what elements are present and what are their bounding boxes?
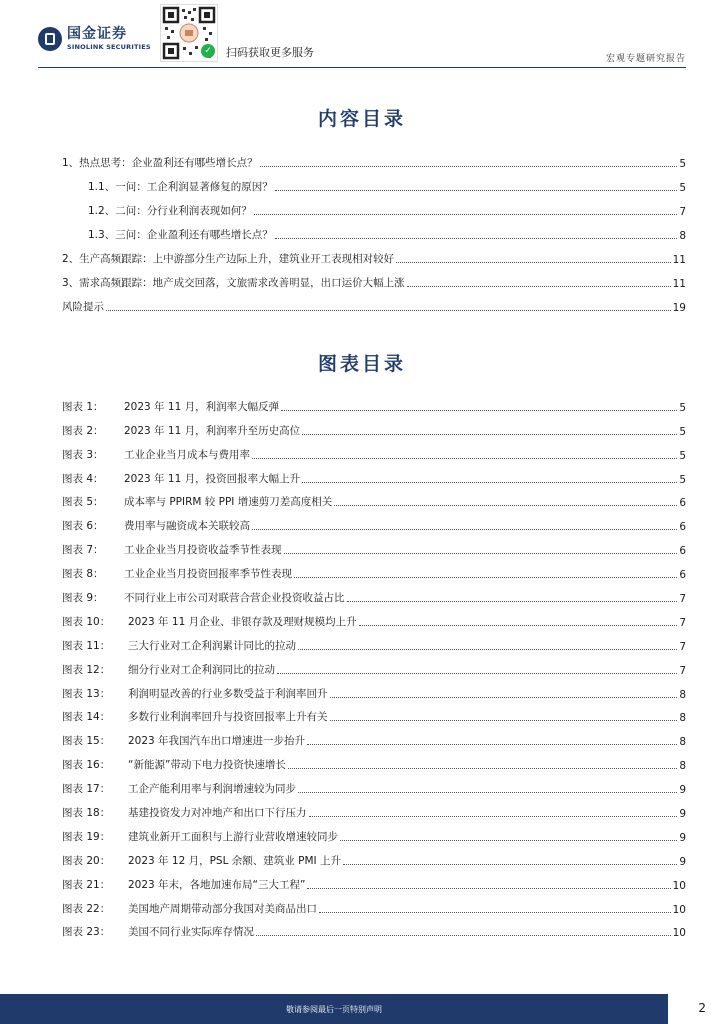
sinolink-logo-icon [38, 27, 62, 51]
footer-disclaimer: 敬请参阅最后一页特别声明 [286, 1005, 382, 1014]
figure-entry[interactable]: 图表 15： 2023 年我国汽车出口增速进一步抬升 8 [62, 735, 686, 749]
toc-entry[interactable]: 2、生产高频跟踪：上中游部分生产边际上升，建筑业开工表现相对较好 11 [62, 253, 686, 266]
table-of-contents [62, 146, 686, 314]
toc-entry[interactable]: 1、热点思考：企业盈利还有哪些增长点？ 5 [62, 157, 686, 170]
toc-entry[interactable]: 风险提示 19 [62, 301, 686, 314]
list-of-figures [62, 390, 686, 939]
figure-entry[interactable]: 图表 14： 多数行业利润率回升与投资回报率上升有关 8 [62, 711, 686, 725]
figure-entry[interactable]: 图表 8： 工业企业当月投资回报率季节性表现 6 [62, 568, 686, 582]
header-divider [38, 67, 686, 68]
figure-entry[interactable]: 图表 18： 基建投资发力对冲地产和出口下行压力 9 [62, 807, 686, 821]
figure-entry[interactable]: 图表 11： 三大行业对工企利润累计同比的拉动 7 [62, 639, 686, 653]
figure-entry[interactable]: 图表 12： 细分行业对工企利润同比的拉动 7 [62, 663, 686, 677]
toc-entry[interactable]: 1.3、三问：企业盈利还有哪些增长点？ 8 [88, 229, 686, 242]
report-type: 宏观专题研究报告 [605, 54, 686, 64]
page-header [0, 0, 724, 70]
company-logo [38, 27, 151, 51]
logo-name-en: SINOLINK SECURITIES [67, 43, 151, 52]
toc-entry[interactable]: 1.1、一问：工企利润显著修复的原因？ 5 [88, 181, 686, 194]
contents-title: 内容目录 [317, 108, 406, 130]
toc-entry[interactable]: 1.2、二问：分行业利润表现如何？ 7 [88, 205, 686, 218]
figure-entry[interactable]: 图表 10： 2023 年 11 月企业、非银存款及理财规模均上升 7 [62, 615, 686, 629]
page-number: 2 [698, 1001, 706, 1015]
figure-entry[interactable]: 图表 13： 利润明显改善的行业多数受益于利润率回升 8 [62, 687, 686, 701]
figure-entry[interactable]: 图表 1： 2023 年 11 月，利润率大幅反弹 5 [62, 400, 686, 414]
figure-entry[interactable]: 图表 20： 2023 年 12 月，PSL 余额、建筑业 PMI 上升 9 [62, 854, 686, 868]
figure-entry[interactable]: 图表 23： 美国不同行业实际库存情况 10 [62, 926, 686, 940]
figure-entry[interactable]: 图表 3： 工业企业当月成本与费用率 5 [62, 448, 686, 462]
figure-entry[interactable]: 图表 21： 2023 年末，各地加速布局“三大工程” 10 [62, 878, 686, 892]
toc-entry[interactable]: 3、需求高频跟踪：地产成交回落，文旅需求改善明显，出口运价大幅上涨 11 [62, 277, 686, 290]
figure-entry[interactable]: 图表 2： 2023 年 11 月，利润率升至历史高位 5 [62, 424, 686, 438]
figure-entry[interactable]: 图表 5： 成本率与 PPIRM 较 PPI 增速剪刀差高度相关 6 [62, 496, 686, 510]
figure-entry[interactable]: 图表 19： 建筑业新开工面积与上游行业营收增速较同步 9 [62, 830, 686, 844]
logo-name-cn: 国金证券 [67, 26, 127, 43]
figure-entry[interactable]: 图表 9： 不同行业上市公司对联营合营企业投资收益占比 7 [62, 592, 686, 606]
figure-entry[interactable]: 图表 22： 美国地产周期带动部分我国对美商品出口 10 [62, 902, 686, 916]
qr-caption: 扫码获取更多服务 [226, 46, 314, 59]
figure-entry[interactable]: 图表 6： 费用率与融资成本关联较高 6 [62, 520, 686, 534]
wechat-icon: ✓ [201, 44, 215, 58]
figure-entry[interactable]: 图表 17： 工企产能利用率与利润增速较为同步 9 [62, 783, 686, 797]
figure-entry[interactable]: 图表 4： 2023 年 11 月，投资回报率大幅上升 5 [62, 472, 686, 486]
figure-entry[interactable]: 图表 16： “新能源”带动下电力投资快速增长 8 [62, 759, 686, 773]
figures-title: 图表目录 [317, 353, 406, 375]
figure-entry[interactable]: 图表 7： 工业企业当月投资收益季节性表现 6 [62, 544, 686, 558]
